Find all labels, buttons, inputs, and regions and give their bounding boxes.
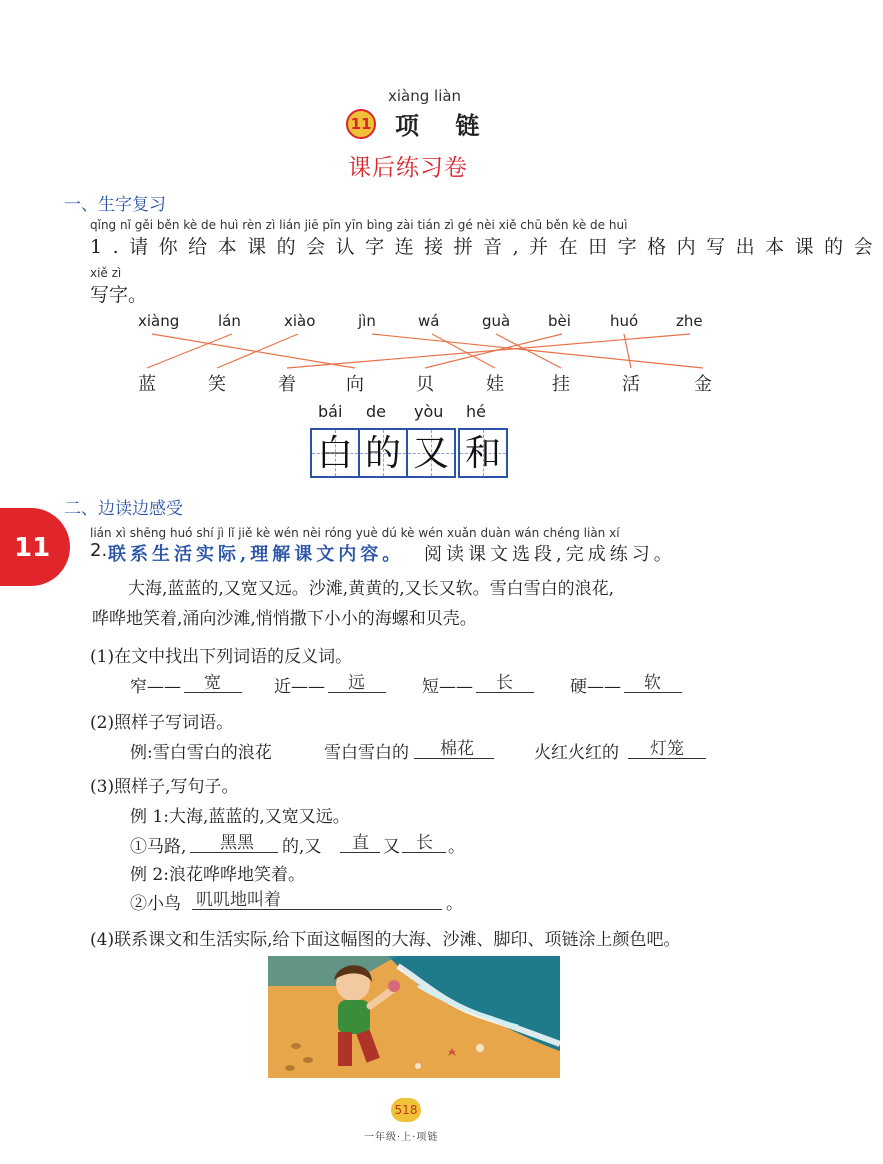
sub3-s1-answer3: 长 <box>416 833 433 853</box>
sub3-s2-end: 。 <box>446 894 463 914</box>
antonym-word: 硬—— <box>570 677 621 697</box>
page-footer: 一年级·上·项链 <box>364 1132 439 1143</box>
sub3-s1-start: ①马路, <box>130 837 187 857</box>
sub3-s1-end: 。 <box>448 837 465 857</box>
match-line <box>372 334 703 368</box>
match-line <box>217 334 298 368</box>
sub4-prompt: (4)联系课文和生活实际,给下面这幅图的大海、沙滩、脚印、项链涂上颜色吧。 <box>90 930 681 950</box>
antonym-answer: 远 <box>348 673 365 693</box>
antonym-word: 窄—— <box>130 677 181 697</box>
grid-char: 又 <box>412 433 449 474</box>
pinyin-option[interactable]: xiào <box>284 312 316 330</box>
passage-line2: 哗哗地笑着,涌向沙滩,悄悄撒下小小的海螺和贝壳。 <box>92 609 477 629</box>
lesson-title: 项 链 <box>395 111 494 140</box>
char-option[interactable]: 娃 <box>486 374 504 395</box>
match-line <box>152 334 355 368</box>
pinyin-option[interactable]: xiàng <box>138 312 180 330</box>
char-option[interactable]: 金 <box>694 374 712 395</box>
char-option[interactable]: 蓝 <box>138 374 156 395</box>
grid-pinyin: yòu <box>414 402 444 421</box>
q2-instruction-blue: 联系生活实际,理解课文内容。 <box>108 544 405 565</box>
pinyin-option[interactable]: huó <box>610 312 639 330</box>
sub3-example1: 例 1:大海,蓝蓝的,又宽又远。 <box>130 807 350 827</box>
char-option[interactable]: 笑 <box>208 374 226 395</box>
pinyin-option[interactable]: lán <box>218 312 241 330</box>
page-subtitle: 课后练习卷 <box>348 155 468 181</box>
beach-girl-illustration <box>268 956 560 1078</box>
antonym-answer: 宽 <box>204 673 221 693</box>
grid-char: 和 <box>464 433 501 474</box>
q1-text-line1: 1.请你给本课的会认字连接拼音,并在田字格内写出本课的会 <box>90 236 883 258</box>
sub2-prompt: (2)照样子写词语。 <box>90 713 234 733</box>
sub3-s1-mid1: 的,又 <box>282 837 322 857</box>
sub2-item2-prefix: 火红火红的 <box>534 743 619 763</box>
sub2-item1-prefix: 雪白雪白的 <box>324 743 409 763</box>
pinyin-option[interactable]: jìn <box>358 312 376 330</box>
sub2-example: 例:雪白雪白的浪花 <box>130 743 272 763</box>
q1-text-line2: 写字。 <box>90 284 148 306</box>
q1-pinyin-line2: xiě zì <box>90 266 122 280</box>
char-option[interactable]: 向 <box>346 374 364 395</box>
passage-line1: 大海,蓝蓝的,又宽又远。沙滩,黄黄的,又长又软。雪白雪白的浪花, <box>128 579 615 599</box>
pinyin-option[interactable]: zhe <box>676 312 703 330</box>
sub3-s1-answer2: 直 <box>352 833 369 853</box>
grid-cell[interactable] <box>310 428 360 478</box>
page-number-badge: 518 <box>391 1098 421 1122</box>
sub3-s1-answer1: 黑黑 <box>220 833 254 853</box>
char-option[interactable]: 贝 <box>416 374 434 395</box>
side-tab-number: 11 <box>14 533 51 563</box>
q2-pinyin: lián xì shēng huó shí jì lǐ jiě kè wén nèi róng yuè dú kè wén xuǎn duàn wán chéng liàn xí <box>90 526 620 540</box>
grid-cell[interactable] <box>458 428 508 478</box>
sub2-item1-answer: 棉花 <box>440 739 474 759</box>
q2-number: 2. <box>90 540 108 561</box>
pinyin-option[interactable]: wá <box>418 312 440 330</box>
sub3-s2-answer: 叽叽地叫着 <box>196 890 281 910</box>
antonym-word: 近—— <box>274 677 325 697</box>
grid-pinyin: de <box>366 402 386 421</box>
grid-char: 的 <box>364 433 401 474</box>
grid-pinyin: hé <box>466 402 486 421</box>
q2-instruction: 阅读课文选段,完成练习。 <box>424 544 676 565</box>
grid-char: 白 <box>316 433 353 474</box>
antonym-word: 短—— <box>422 677 473 697</box>
sub3-s1-mid2: 又 <box>383 837 400 857</box>
sub1-prompt: (1)在文中找出下列词语的反义词。 <box>90 647 353 667</box>
title-pinyin: xiàng liàn <box>388 87 462 105</box>
grid-cell[interactable] <box>406 428 456 478</box>
pinyin-option[interactable]: guà <box>482 312 511 330</box>
section1-heading: 一、生字复习 <box>64 195 166 215</box>
pinyin-option[interactable]: bèi <box>548 312 571 330</box>
match-line <box>496 334 561 368</box>
char-option[interactable]: 着 <box>278 374 296 395</box>
match-line <box>147 334 232 368</box>
grid-pinyin: bái <box>318 402 343 421</box>
antonym-answer: 长 <box>496 673 513 693</box>
matching-lines <box>0 0 800 400</box>
char-option[interactable]: 挂 <box>552 374 570 395</box>
section2-heading: 二、边读边感受 <box>64 499 183 519</box>
lesson-number-badge: 11 <box>346 109 376 139</box>
sub3-s2-start: ②小鸟 <box>130 894 181 914</box>
char-option[interactable]: 活 <box>622 374 640 395</box>
sub3-prompt: (3)照样子,写句子。 <box>90 777 239 797</box>
sub2-item2-answer: 灯笼 <box>650 739 684 759</box>
sub3-example2: 例 2:浪花哗哗地笑着。 <box>130 865 305 885</box>
grid-cell[interactable] <box>358 428 408 478</box>
antonym-answer: 软 <box>644 673 661 693</box>
q1-pinyin-line1: qǐng nǐ gěi běn kè de huì rèn zì lián jiē pīn yīn bìng zài tián zì gé nèi xiě chū běn kè de huì <box>90 218 628 232</box>
